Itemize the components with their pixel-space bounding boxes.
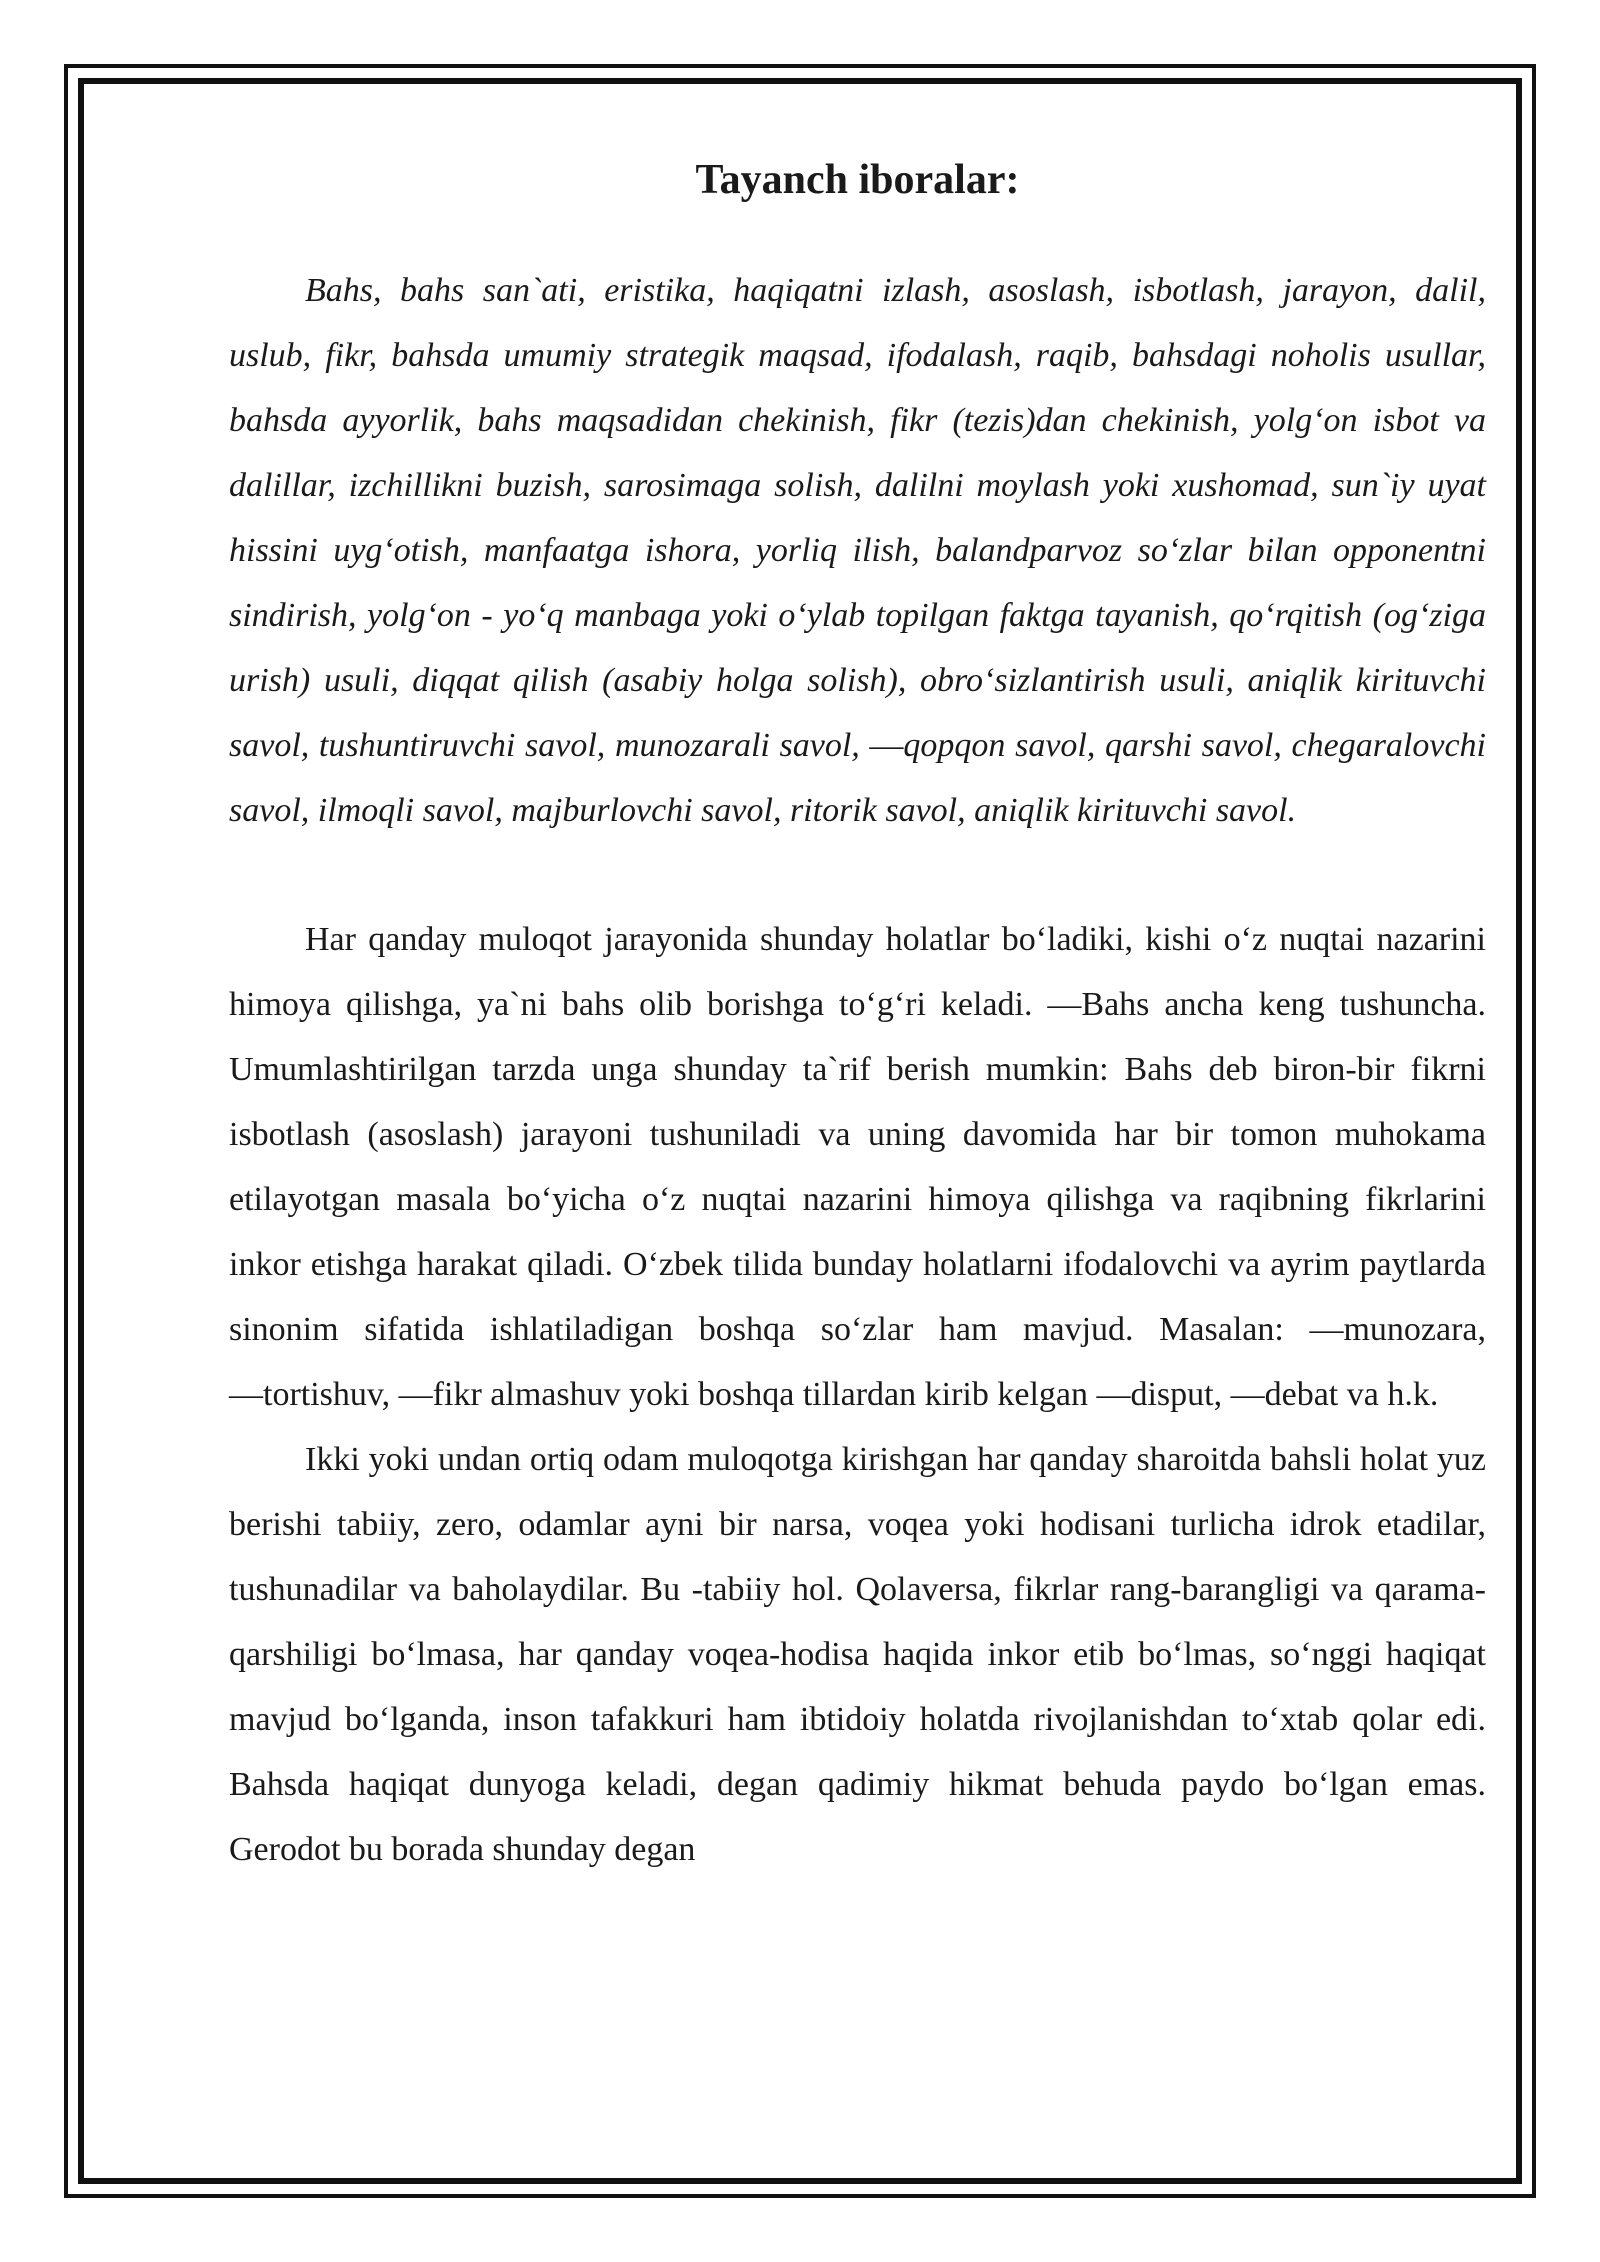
page-content	[229, 150, 1486, 1882]
body-paragraph-2: Ikki yoki undan ortiq odam muloqotga kirishgan har qanday sharoitda bahsli holat yuz berishi tabiiy, zero, odamlar ayni bir narsa, voqea yoki hodisani turlicha idrok etadilar, tushunadilar va baholaydilar. Bu -tabiiy hol. Qolaversa, fikrlar rang-barangligi va qarama-qarshiligi bo‘lmasa, har qanday voqea-hodisa haqida inkor etib bo‘lmas, so‘nggi haqiqat mavjud bo‘lganda, inson tafakkuri ham ibtidoiy holatda rivojlanishdan to‘xtab qolar edi. Bahsda haqiqat dunyoga keladi, degan qadimiy hikmat behuda paydo bo‘lgan emas. Gerodot bu borada shunday degan	[229, 1441, 1486, 1868]
keywords-paragraph: Bahs, bahs san`ati, eristika, haqiqatni izlash, asoslash, isbotlash, jarayon, dalil, uslub, fikr, bahsda umumiy strategik maqsad, ifodalash, raqib, bahsdagi noholis usullar, bahsda ayyorlik, bahs maqsadidan chekinish, fikr (tezis)dan chekinish, yolg‘on isbot va dalillar, izchillikni buzish, sarosimaga solish, dalilni moylash yoki xushomad, sun`iy uyat hissini uyg‘otish, manfaatga ishora, yorliq ilish, balandparvoz so‘zlar bilan opponentni sindirish, yolg‘on - yo‘q manbaga yoki o‘ylab topilgan faktga tayanish, qo‘rqitish (og‘ziga urish) usuli, diqqat qilish (asabiy holga solish), obro‘sizlantirish usuli, aniqlik kirituvchi savol, tushuntiruvchi savol, munozarali savol, ―qopqon savol, qarshi savol, chegaralovchi savol, ilmoqli savol, majburlovchi savol, ritorik savol, aniqlik kirituvchi savol.	[229, 272, 1486, 829]
body-paragraph-1: Har qanday muloqot jarayonida shunday holatlar bo‘ladiki, kishi o‘z nuqtai nazarini himoya qilishga, ya`ni bahs olib borishga to‘g‘ri keladi. ―Bahs ancha keng tushuncha. Umumlashtirilgan tarzda unga shunday ta`rif berish mumkin: Bahs deb biron-bir fikrni isbotlash (asoslash) jarayoni tushuniladi va uning davomida har bir tomon muhokama etilayotgan masala bo‘yicha o‘z nuqtai nazarini himoya qilishga va raqibning fikrlarini inkor etishga harakat qiladi. O‘zbek tilida bunday holatlarni ifodalovchi va ayrim paytlarda sinonim sifatida ishlatiladigan boshqa so‘zlar ham mavjud. Masalan: ―munozara, ―tortishuv, ―fikr almashuv yoki boshqa tillardan kirib kelgan ―disput, ―debat va h.k.	[229, 921, 1486, 1413]
document-title: Tayanch iboralar:	[695, 157, 1020, 203]
